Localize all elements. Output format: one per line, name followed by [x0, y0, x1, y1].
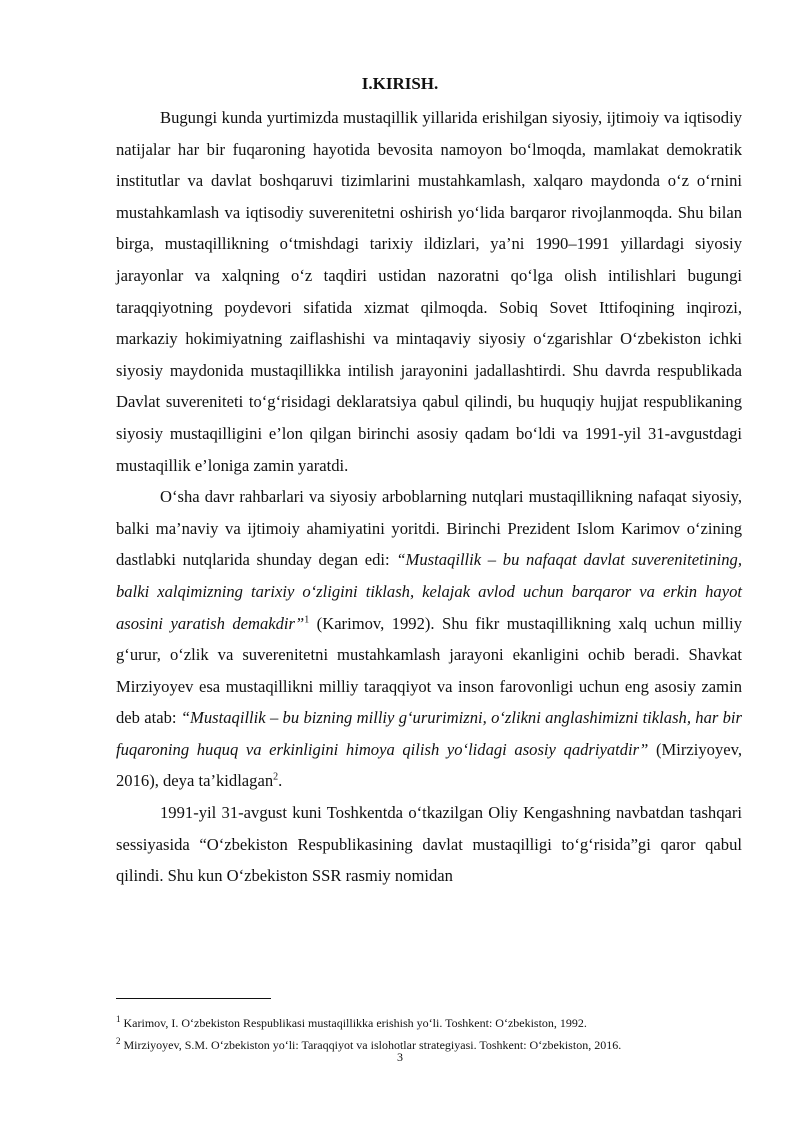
paragraph-text: .	[278, 771, 283, 791]
footnote-ref-2: 2	[273, 771, 279, 783]
footnote-ref-1: 1	[304, 613, 310, 625]
quote-mirziyoyev: “Mustaqillik – bu bizning milliy g‘ururimizni, o‘zlikni anglashimizni tiklash, har bir fuqaroning huquq va erkinligini himoya qilish yo‘lidagi asosiy qadriyatdir”	[116, 708, 742, 759]
paragraph-text: O‘sha davr rahbarlari va siyosiy arboblarning nutqlari mustaqillikning nafaqat siyosiy, balki ma’naviy va ijtimoiy ahamiyatini yoritdi. Birinchi Prezident Islom Karimov o‘zining dastlabki nutqlarida shunday degan edi:	[116, 487, 742, 570]
footnote-text: Karimov, I. O‘zbekiston Respublikasi mustaqillikka erishish yo‘li. Toshkent: O‘zbekiston, 1992.	[120, 1016, 587, 1030]
section-heading: I.KIRISH.	[361, 74, 439, 93]
paragraph-intro: Bugungi kunda yurtimizda mustaqillik yillarida erishilgan siyosiy, ijtimoiy va iqtisodiy natijalar har bir fuqaroning hayotida bevosita namoyon bo‘lmoqda, mamlakat demokratik institutlar va davlat boshqaruvi tizimlarini mustahkamlash, xalqaro maydonda o‘z o‘rnini mustahkamlash va iqtisodiy suverenitetni oshirish yo‘lida barqaror rivojlanmoqda. Shu bilan birga, mustaqillikning o‘tmishdagi tarixiy ildizlari, ya’ni 1990–1991 yillardagi siyosiy jarayonlar va xalqning o‘z taqdiri ustidan nazoratni qo‘lga olish intilishlari bugungi taraqqiyotning poydevori sifatida xizmat qilmoqda. Sobiq Sovet Ittifoqining inqirozi, markaziy hokimiyatning zaiflashishi va mintaqaviy siyosiy o‘zgarishlar O‘zbekiston ichki siyosiy maydonida mustaqillikka intilish jarayonini jadallashtirdi. Shu davrda respublikada Davlat suvereniteti to‘g‘risidagi deklaratsiya qabul qilindi, bu huquqiy hujjat respublikaning siyosiy mustaqilligini e’lon qilgan birinchi asosiy qadam bo‘ldi va 1991-yil 31-avgustdagi mustaqillik e’loniga zamin yaratdi.	[116, 108, 742, 475]
paragraph-quotes	[116, 481, 742, 797]
quote-karimov: “Mustaqillik – bu nafaqat davlat suverenitetining, balki xalqimizning tarixiy o‘zligini tiklash, kelajak avlod uchun barqaror va erkin hayot asosini yaratish demakdir”	[116, 550, 742, 633]
paragraph-text: (Mirziyoyev, 2016), deya ta’kidlagan	[116, 739, 742, 791]
footnote-number: 1	[116, 1014, 121, 1024]
paragraph-independence: 1991-yil 31-avgust kuni Toshkentda o‘tkazilgan Oliy Kengashning navbatdan tashqari sessiyasida “O‘zbekiston Respublikasining davlat mustaqilligi to‘g‘risida”gi qaror qabul qilindi. Shu kun O‘zbekiston SSR rasmiy nomidan	[116, 803, 742, 886]
footnote-1	[116, 1012, 756, 1034]
page-number: 3	[397, 1050, 403, 1064]
paragraph-text: (Karimov, 1992). Shu fikr mustaqillikning xalq uchun milliy g‘urur, o‘zlik va suverenitetni mustahkamlash jarayoni ekanligini ochib beradi. Shavkat Mirziyoyev esa mustaqillikni milliy taraqqiyot va inson farovonligi uchun eng asosiy zamin deb atab:	[116, 613, 742, 728]
footnote-text: Mirziyoyev, S.M. O‘zbekiston yo‘li: Taraqqiyot va islohotlar strategiyasi. Toshkent: O‘zbekiston, 2016.	[120, 1038, 622, 1052]
footnote-divider	[116, 998, 271, 999]
footnote-number: 2	[116, 1036, 121, 1046]
body-text	[116, 102, 742, 892]
